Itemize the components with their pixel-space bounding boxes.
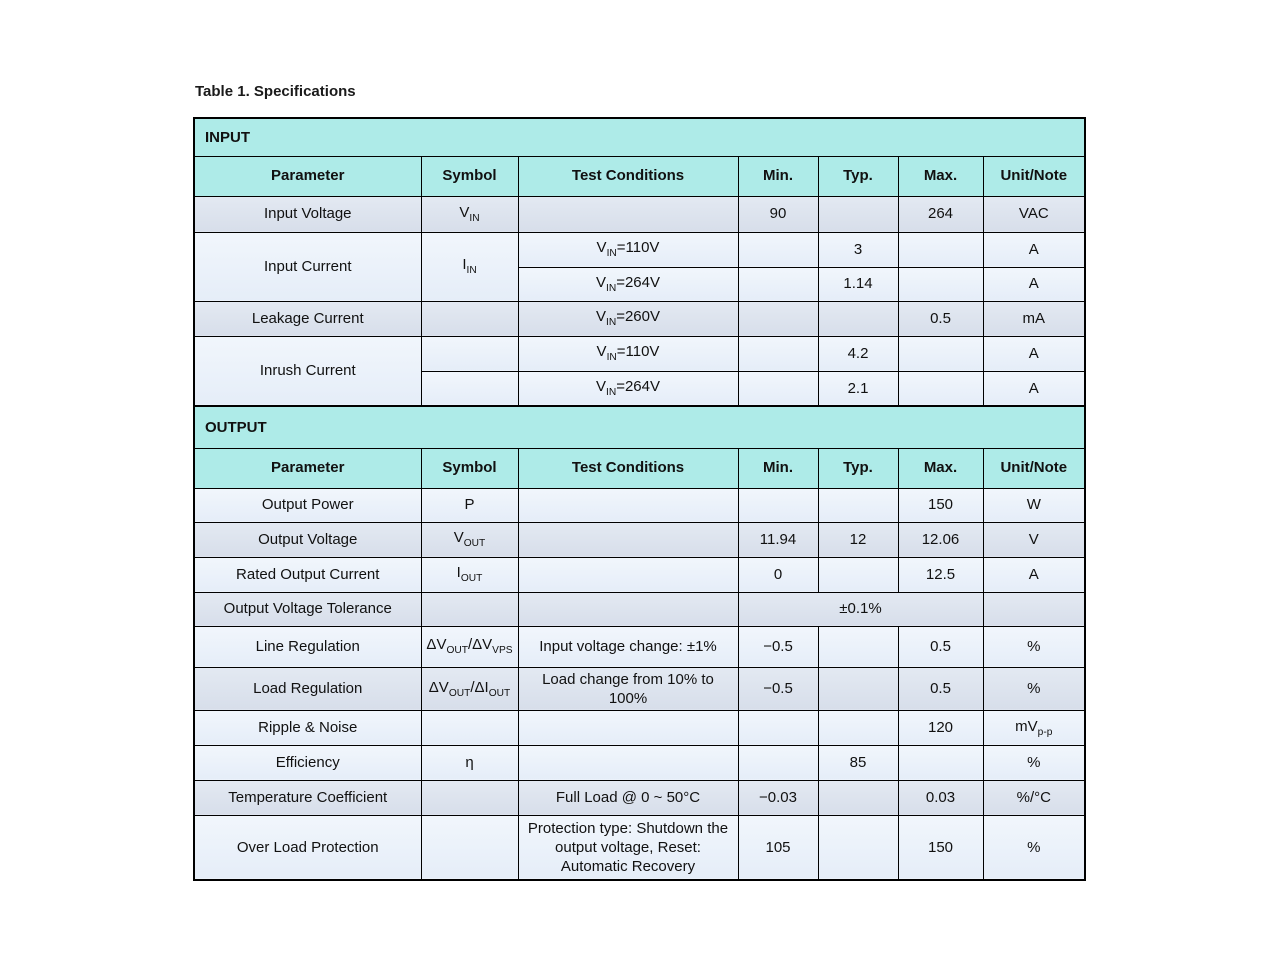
cell-typ: 3 <box>818 232 898 267</box>
cell-typ: 12 <box>818 522 898 557</box>
cell-max <box>898 232 983 267</box>
cell-test-conditions: Input voltage change: ±1% <box>518 626 738 667</box>
cell-symbol: $V_{IN}$ <box>421 196 518 232</box>
cell-parameter: Output Power <box>194 488 421 522</box>
page-title: Table 1. Specifications <box>195 83 356 100</box>
cell-min: 11.94 <box>738 522 818 557</box>
row-efficiency <box>194 745 1085 780</box>
cell-test-conditions <box>518 557 738 592</box>
column-header-typ: Typ. <box>818 448 898 488</box>
cell-symbol <box>421 301 518 336</box>
column-header-unit-note: Unit/Note <box>983 448 1085 488</box>
cell-max <box>898 336 983 371</box>
cell-symbol: $I_{OUT}$ <box>421 557 518 592</box>
cell-symbol: $I_{IN}$ <box>421 232 518 301</box>
cell-unit: mA <box>983 301 1085 336</box>
cell-symbol <box>421 592 518 626</box>
cell-min: 90 <box>738 196 818 232</box>
cell-test-conditions: $V_{IN}=260V$ <box>518 301 738 336</box>
cell-min <box>738 488 818 522</box>
row-rated-output-current <box>194 557 1085 592</box>
column-header-unit-note: Unit/Note <box>983 156 1085 196</box>
cell-test-conditions: $V_{IN}=110V$ <box>518 232 738 267</box>
row-input-voltage <box>194 196 1085 232</box>
cell-max: 0.5 <box>898 667 983 710</box>
cell-parameter: Line Regulation <box>194 626 421 667</box>
column-header-typ: Typ. <box>818 156 898 196</box>
cell-parameter: Input Voltage <box>194 196 421 232</box>
cell-symbol: η <box>421 745 518 780</box>
cell-max <box>898 267 983 301</box>
column-header-max: Max. <box>898 448 983 488</box>
column-header-parameter: Parameter <box>194 448 421 488</box>
row-leakage-current <box>194 301 1085 336</box>
cell-max: 150 <box>898 488 983 522</box>
input-section-header: INPUT <box>194 118 1085 156</box>
cell-typ <box>818 780 898 815</box>
cell-parameter: Over Load Protection <box>194 815 421 880</box>
cell-unit: % <box>983 667 1085 710</box>
cell-min <box>738 371 818 406</box>
cell-min <box>738 267 818 301</box>
cell-unit: A <box>983 232 1085 267</box>
cell-max: 12.5 <box>898 557 983 592</box>
column-header-max: Max. <box>898 156 983 196</box>
cell-unit: V <box>983 522 1085 557</box>
cell-test-conditions <box>518 488 738 522</box>
cell-min: −0.03 <box>738 780 818 815</box>
cell-max: 0.5 <box>898 301 983 336</box>
cell-tolerance-merged: ±0.1% <box>738 592 983 626</box>
cell-unit: $mV_{p-p}$ <box>983 710 1085 745</box>
input-section-row <box>194 118 1085 156</box>
cell-typ: 1.14 <box>818 267 898 301</box>
cell-symbol <box>421 710 518 745</box>
cell-unit: %/°C <box>983 780 1085 815</box>
cell-typ <box>818 301 898 336</box>
cell-max: 264 <box>898 196 983 232</box>
row-load-regulation <box>194 667 1085 710</box>
cell-typ <box>818 667 898 710</box>
cell-typ: 4.2 <box>818 336 898 371</box>
cell-typ <box>818 626 898 667</box>
cell-typ <box>818 488 898 522</box>
column-header-test-conditions: Test Conditions <box>518 448 738 488</box>
cell-symbol <box>421 371 518 406</box>
cell-max <box>898 745 983 780</box>
row-over-load-protection <box>194 815 1085 880</box>
cell-test-conditions: $V_{IN}=110V$ <box>518 336 738 371</box>
cell-parameter: Inrush Current <box>194 336 421 406</box>
cell-test-conditions: $V_{IN}=264V$ <box>518 267 738 301</box>
cell-unit: VAC <box>983 196 1085 232</box>
cell-symbol: $\Delta V_{OUT}/\Delta V_{VPS}$ <box>421 626 518 667</box>
cell-parameter: Leakage Current <box>194 301 421 336</box>
cell-max: 120 <box>898 710 983 745</box>
cell-parameter: Input Current <box>194 232 421 301</box>
cell-symbol <box>421 780 518 815</box>
cell-typ <box>818 710 898 745</box>
cell-typ <box>818 557 898 592</box>
cell-symbol <box>421 336 518 371</box>
row-ripple-noise <box>194 710 1085 745</box>
cell-typ: 85 <box>818 745 898 780</box>
cell-min: −0.5 <box>738 626 818 667</box>
cell-max: 150 <box>898 815 983 880</box>
cell-parameter: Temperature Coefficient <box>194 780 421 815</box>
cell-parameter: Output Voltage Tolerance <box>194 592 421 626</box>
cell-test-conditions: Full Load @ 0 ~ 50°C <box>518 780 738 815</box>
cell-parameter: Rated Output Current <box>194 557 421 592</box>
cell-unit: A <box>983 371 1085 406</box>
cell-symbol <box>421 815 518 880</box>
row-output-voltage-tolerance <box>194 592 1085 626</box>
cell-parameter: Efficiency <box>194 745 421 780</box>
cell-unit: A <box>983 267 1085 301</box>
row-output-voltage <box>194 522 1085 557</box>
cell-symbol: $V_{OUT}$ <box>421 522 518 557</box>
cell-min: 105 <box>738 815 818 880</box>
cell-min: 0 <box>738 557 818 592</box>
input-column-header-row <box>194 156 1085 196</box>
cell-unit: % <box>983 626 1085 667</box>
cell-parameter: Ripple & Noise <box>194 710 421 745</box>
output-section-header: OUTPUT <box>194 406 1085 448</box>
column-header-min: Min. <box>738 448 818 488</box>
cell-unit: A <box>983 336 1085 371</box>
cell-test-conditions <box>518 522 738 557</box>
row-output-power <box>194 488 1085 522</box>
cell-min: −0.5 <box>738 667 818 710</box>
column-header-symbol: Symbol <box>421 156 518 196</box>
cell-test-conditions: Protection type: Shutdown the output voltage, Reset: Automatic Recovery <box>518 815 738 880</box>
cell-test-conditions <box>518 745 738 780</box>
cell-symbol: $\Delta V_{OUT}/\Delta I_{OUT}$ <box>421 667 518 710</box>
cell-min <box>738 710 818 745</box>
column-header-parameter: Parameter <box>194 156 421 196</box>
cell-max: 0.5 <box>898 626 983 667</box>
cell-typ: 2.1 <box>818 371 898 406</box>
row-inrush-current-1 <box>194 336 1085 371</box>
cell-test-conditions <box>518 592 738 626</box>
column-header-test-conditions: Test Conditions <box>518 156 738 196</box>
output-column-header-row <box>194 448 1085 488</box>
specifications-table <box>193 117 1086 881</box>
cell-unit: A <box>983 557 1085 592</box>
cell-unit: % <box>983 745 1085 780</box>
column-header-symbol: Symbol <box>421 448 518 488</box>
output-section-row <box>194 406 1085 448</box>
cell-test-conditions <box>518 710 738 745</box>
cell-min <box>738 336 818 371</box>
cell-max <box>898 371 983 406</box>
cell-min <box>738 232 818 267</box>
cell-unit: % <box>983 815 1085 880</box>
cell-typ <box>818 815 898 880</box>
row-input-current-1 <box>194 232 1085 267</box>
cell-test-conditions: Load change from 10% to 100% <box>518 667 738 710</box>
column-header-min: Min. <box>738 156 818 196</box>
cell-test-conditions <box>518 196 738 232</box>
row-temperature-coefficient <box>194 780 1085 815</box>
cell-typ <box>818 196 898 232</box>
cell-symbol: P <box>421 488 518 522</box>
cell-unit: W <box>983 488 1085 522</box>
cell-max: 12.06 <box>898 522 983 557</box>
row-line-regulation <box>194 626 1085 667</box>
cell-test-conditions: $V_{IN}=264V$ <box>518 371 738 406</box>
cell-parameter: Load Regulation <box>194 667 421 710</box>
cell-min <box>738 745 818 780</box>
cell-unit <box>983 592 1085 626</box>
cell-max: 0.03 <box>898 780 983 815</box>
cell-parameter: Output Voltage <box>194 522 421 557</box>
cell-min <box>738 301 818 336</box>
